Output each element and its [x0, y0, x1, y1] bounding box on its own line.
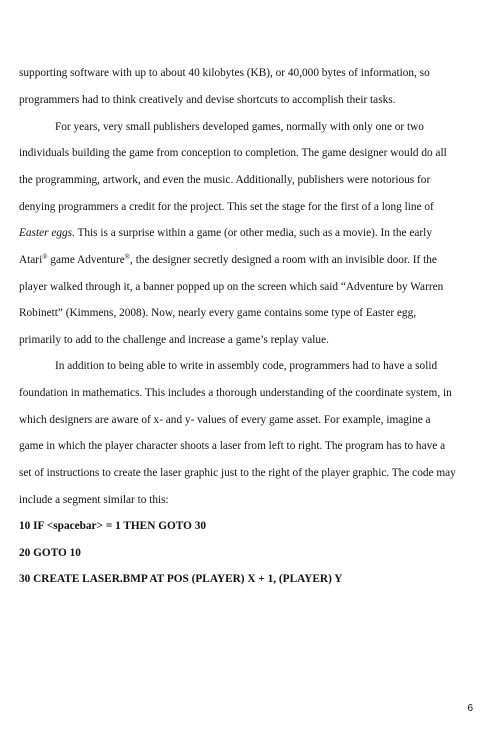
code-line: 10 IF <spacebar> = 1 THEN GOTO 30: [19, 520, 207, 532]
body-line: denying programmers a credit for the project. This set the stage for the first of a long line of: [19, 201, 434, 213]
body-line: [19, 253, 437, 267]
body-line: set of instructions to create the laser graphic just to the right of the player graphic. The code may: [19, 467, 456, 479]
easter-eggs-term: Easter eggs: [19, 227, 73, 239]
paragraph-first-line: In addition to being able to write in assembly code, programmers had to have a solid: [55, 360, 438, 372]
registered-mark: ®: [124, 253, 131, 261]
body-line: game in which the player character shoots a laser from left to right. The program has to have a: [19, 440, 446, 452]
body-line: individuals building the game from conception to completion. The game designer would do all: [19, 147, 447, 159]
adventure-game-name: game Adventure: [47, 254, 125, 266]
body-line: include a segment similar to this:: [19, 494, 169, 506]
body-line: [19, 226, 432, 240]
body-line: foundation in mathematics. This includes a thorough understanding of the coordinate system, in: [19, 387, 452, 399]
body-text: . This is a surprise within a game (or other media, such as a movie). In the early: [72, 227, 432, 239]
body-text: , the designer secretly designed a room with an invisible door. If the: [130, 254, 437, 266]
body-line: the programming, artwork, and even the music. Additionally, publishers were notorious for: [19, 174, 431, 186]
registered-mark: ®: [42, 253, 48, 261]
body-line: primarily to add to the challenge and increase a game’s replay value.: [19, 334, 329, 346]
page-number: 6: [467, 703, 473, 714]
body-line: player walked through it, a banner popped up on the screen which said “Adventure by Warren: [19, 281, 444, 293]
body-line: programmers had to think creatively and devise shortcuts to accomplish their tasks.: [19, 94, 396, 106]
atari-brand: Atari: [19, 254, 43, 266]
body-line: supporting software with up to about 40 kilobytes (KB), or 40,000 bytes of information, so: [19, 67, 430, 79]
body-line: which designers are aware of x- and y- values of every game asset. For example, imagine a: [19, 414, 431, 426]
code-line: 30 CREATE LASER.BMP AT POS (PLAYER) X + 1, (PLAYER) Y: [19, 573, 343, 585]
body-line: Robinett” (Kimmens, 2008). Now, nearly every game contains some type of Easter egg,: [19, 307, 417, 319]
code-line: 20 GOTO 10: [19, 547, 81, 559]
paragraph-first-line: For years, very small publishers developed games, normally with only one or two: [55, 121, 424, 133]
